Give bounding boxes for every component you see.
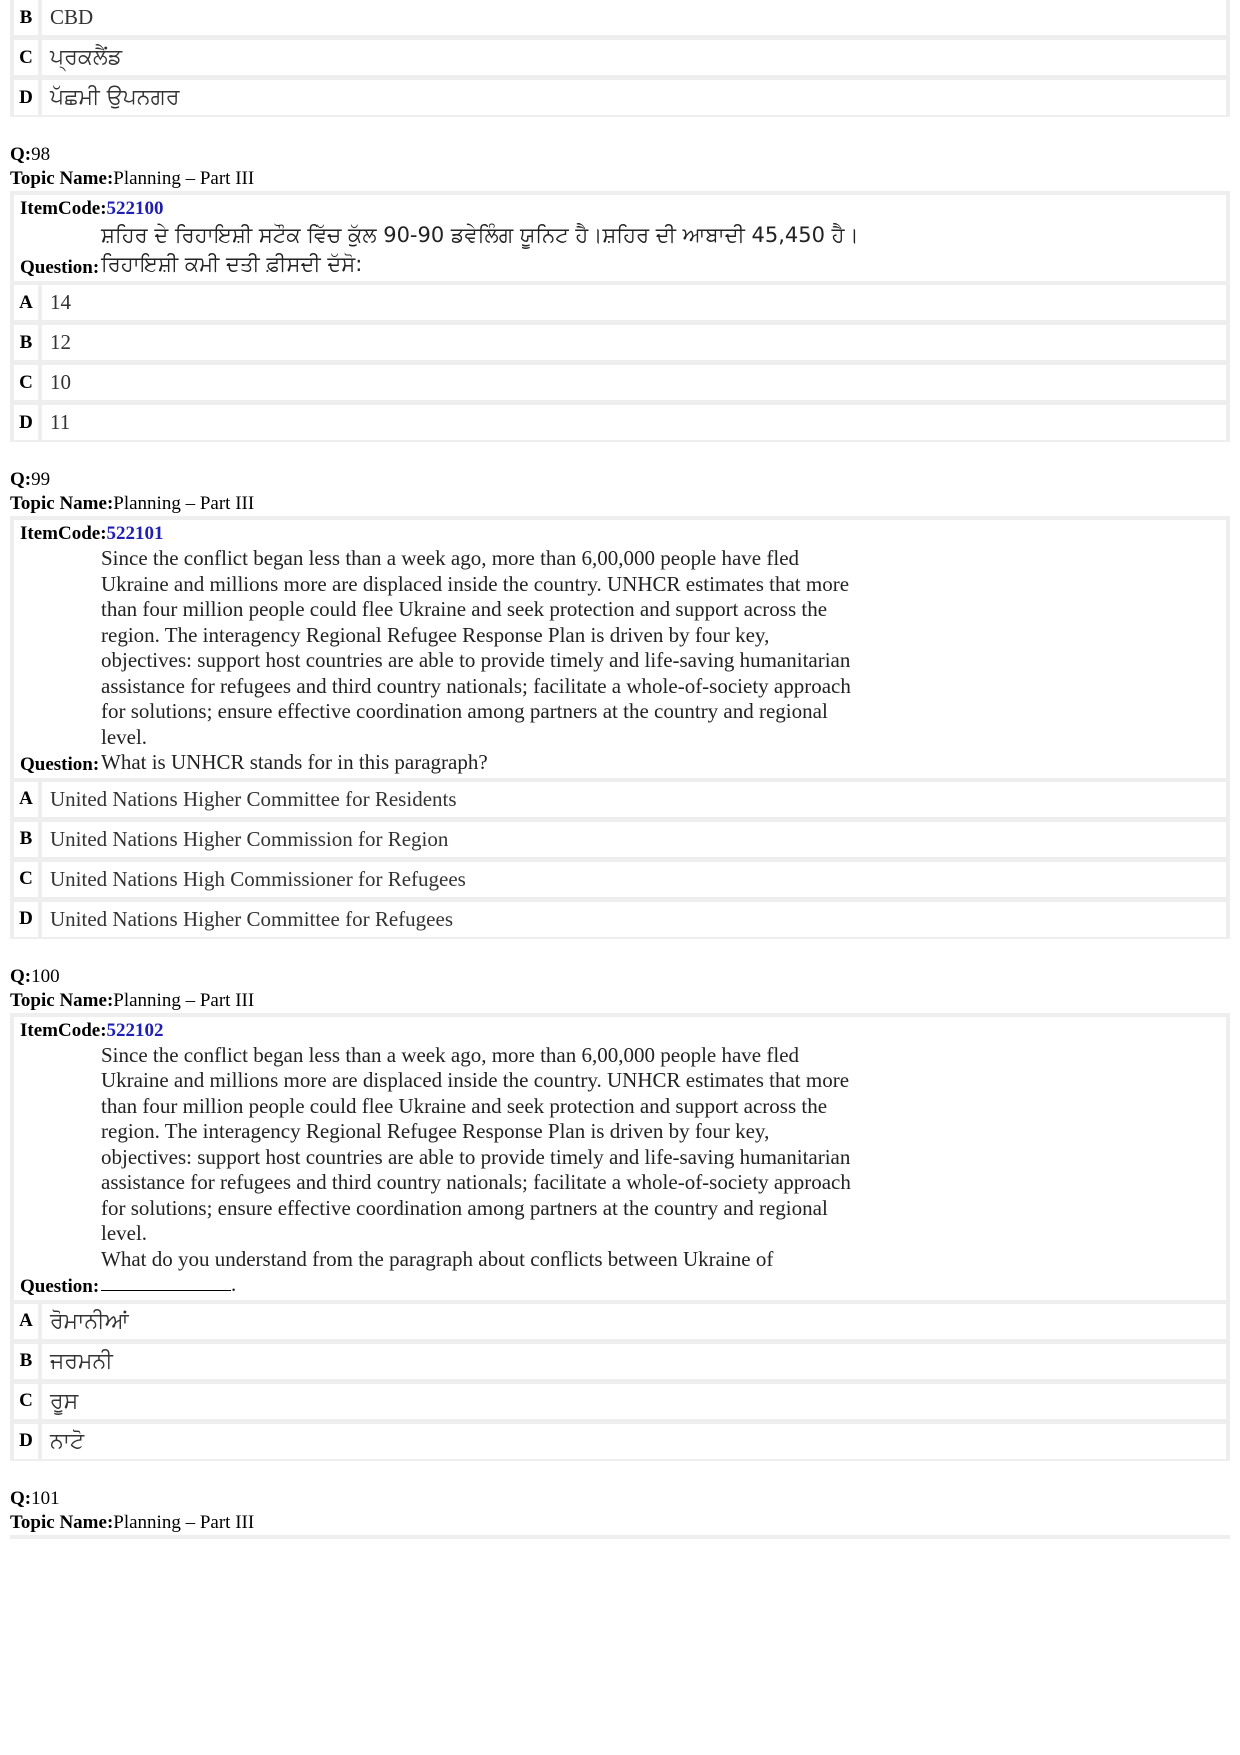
exam-page bbox=[10, 0, 1230, 1539]
question-label: Question: bbox=[20, 1275, 100, 1297]
question-block bbox=[10, 468, 1230, 939]
option-letter: A bbox=[14, 1304, 42, 1339]
options bbox=[10, 285, 1230, 442]
option-text: United Nations Higher Committee for Residents bbox=[50, 786, 457, 811]
option-letter: B bbox=[14, 0, 42, 35]
option-row[interactable] bbox=[14, 1344, 1226, 1379]
answer-blank bbox=[101, 1276, 231, 1291]
prev-options bbox=[10, 0, 1230, 117]
option-text: ਨਾਟੋ bbox=[50, 1428, 85, 1454]
option-letter: C bbox=[14, 40, 42, 75]
option-letter: A bbox=[14, 285, 42, 320]
option-text: ਰੂਸ bbox=[50, 1388, 79, 1414]
option-letter: D bbox=[14, 1424, 42, 1459]
divider bbox=[10, 1535, 1230, 1539]
question-block bbox=[10, 1487, 1230, 1539]
option-text: CBD bbox=[50, 5, 94, 29]
option-row[interactable] bbox=[14, 285, 1226, 320]
option-row[interactable] bbox=[14, 40, 1226, 75]
topic-name: Topic Name:Planning – Part III bbox=[10, 989, 255, 1011]
option-row[interactable] bbox=[14, 862, 1226, 897]
option-letter: C bbox=[14, 365, 42, 400]
option-row[interactable] bbox=[14, 1424, 1226, 1459]
question-passage-extra: What do you understand from the paragraph about conflicts between Ukraine of bbox=[101, 1246, 774, 1271]
option-text: United Nations High Commissioner for Refugees bbox=[50, 866, 466, 891]
option-row[interactable] bbox=[14, 1384, 1226, 1419]
option-row[interactable] bbox=[14, 405, 1226, 440]
option-text: 11 bbox=[50, 410, 71, 434]
option-letter: B bbox=[14, 1344, 42, 1379]
options bbox=[10, 782, 1230, 939]
question-passage: Since the conflict began less than a week ago, more than 6,00,000 people have fled Ukraine and millions more are displaced inside the country. UNHCR estimates that more than four million people could flee Ukraine and seek protection and support across the region. The interagency Regional Refugee Response Plan is driven by four key, objectives: support host countries are able to provide timely and life-saving humanitarian assistance for refugees and third country nationals; facilitate a whole-of-society approach for solutions; ensure effective coordination among partners at the country and regional level. bbox=[101, 546, 851, 749]
item-box bbox=[10, 191, 1230, 285]
option-text: ਪ੍ਰਕਲੈਂਡ bbox=[50, 45, 123, 70]
question-block bbox=[10, 965, 1230, 1461]
question-number: Q:98 bbox=[10, 144, 51, 165]
option-letter: B bbox=[14, 822, 42, 857]
option-row[interactable] bbox=[14, 325, 1226, 360]
topic-name: Topic Name:Planning – Part III bbox=[10, 493, 255, 514]
option-text: United Nations Higher Commission for Region bbox=[50, 826, 449, 851]
option-text: 12 bbox=[50, 330, 71, 354]
option-row[interactable] bbox=[14, 0, 1226, 35]
item-box bbox=[10, 1013, 1230, 1304]
option-text: ਪੱਛਮੀ ਉਪਨਗਰ bbox=[50, 85, 180, 110]
question-passage: Since the conflict began less than a week ago, more than 6,00,000 people have fled Ukraine and millions more are displaced inside the country. UNHCR estimates that more than four million people could flee Ukraine and seek protection and support across the region. The interagency Regional Refugee Response Plan is driven by four key, objectives: support host countries are able to provide timely and life-saving humanitarian assistance for refugees and third country nationals; facilitate a whole-of-society approach for solutions; ensure effective coordination among partners at the country and regional level. bbox=[101, 1042, 851, 1245]
question-line bbox=[20, 1272, 1220, 1298]
options bbox=[10, 1304, 1230, 1461]
option-text: 10 bbox=[50, 370, 71, 394]
question-text: What is UNHCR stands for in this paragraph? bbox=[101, 750, 488, 774]
option-letter: C bbox=[14, 1384, 42, 1419]
option-row[interactable] bbox=[14, 80, 1226, 115]
option-text: ਰੋਮਾਨੀਆਂ bbox=[50, 1308, 129, 1334]
option-letter: D bbox=[14, 405, 42, 440]
topic-name: Topic Name:Planning – Part III bbox=[10, 1511, 255, 1533]
option-row[interactable] bbox=[14, 1304, 1226, 1339]
option-text: United Nations Higher Committee for Refugees bbox=[50, 906, 453, 931]
option-letter: D bbox=[14, 80, 42, 115]
item-box bbox=[10, 516, 1230, 782]
question-number: Q:101 bbox=[10, 1487, 60, 1509]
option-row[interactable] bbox=[14, 782, 1226, 817]
option-row[interactable] bbox=[14, 902, 1226, 937]
question-label: Question: bbox=[20, 257, 100, 278]
option-letter: B bbox=[14, 325, 42, 360]
option-letter: A bbox=[14, 782, 42, 817]
topic-name: Topic Name:Planning – Part III bbox=[10, 168, 255, 189]
question-line bbox=[20, 750, 1220, 776]
item-code: ItemCode:522101 bbox=[20, 523, 164, 544]
option-row[interactable] bbox=[14, 365, 1226, 400]
question-block bbox=[10, 143, 1230, 442]
item-code: ItemCode:522100 bbox=[20, 198, 164, 219]
option-text: 14 bbox=[50, 290, 71, 314]
option-text: ਜਰਮਨੀ bbox=[50, 1348, 113, 1374]
item-code: ItemCode:522102 bbox=[20, 1019, 164, 1041]
option-row[interactable] bbox=[14, 822, 1226, 857]
question-number: Q:99 bbox=[10, 469, 51, 490]
question-text: . bbox=[101, 1272, 861, 1298]
option-letter: C bbox=[14, 862, 42, 897]
question-line bbox=[20, 250, 1220, 279]
question-passage: ਸ਼ਹਿਰ ਦੇ ਰਿਹਾਇਸ਼ੀ ਸਟੌਕ ਵਿੱਚ ਕੁੱਲ 90-90 ਡਵੇਲਿੰਗ ਯੂਨਿਟ ਹੈ।ਸ਼ਹਿਰ ਦੀ ਆਬਾਦੀ 45,450 ਹੈ। bbox=[101, 223, 859, 247]
question-label: Question: bbox=[20, 753, 100, 775]
question-number: Q:100 bbox=[10, 965, 60, 987]
question-text: ਰਿਹਾਇਸ਼ੀ ਕਮੀ ਦਤੀ ਫ਼ੀਸਦੀ ਦੱਸੋ: bbox=[101, 252, 363, 276]
option-letter: D bbox=[14, 902, 42, 937]
